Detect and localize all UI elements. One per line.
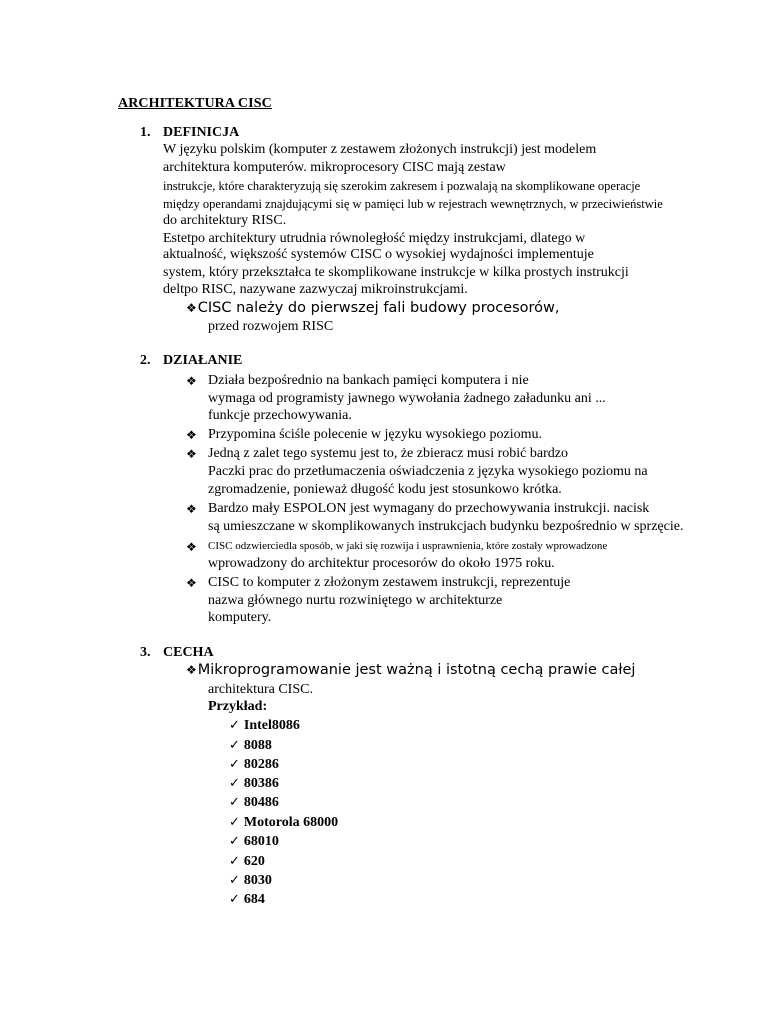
operation-bullet-6-line-1: CISC to komputer z złożonym zestawem instrukcji, reprezentuje (208, 575, 571, 590)
diamond-bullet-icon: ❖ (186, 502, 197, 516)
checkmark-icon: ✓ (229, 757, 240, 772)
diamond-bullet-icon: ❖ (186, 663, 197, 677)
diamond-bullet-icon: ❖ (186, 428, 197, 442)
definition-line-5: do architektury RISC. (163, 213, 287, 228)
section-3-number: 3. (140, 645, 151, 660)
operation-bullet-3-line-2: Paczki prac do przetłumaczenia oświadczenia z języka wysokiego poziomu na (208, 464, 648, 479)
checkmark-icon: ✓ (229, 892, 240, 907)
example-item-text: Intel8086 (243, 718, 300, 733)
example-item-text: 80386 (243, 776, 279, 791)
diamond-bullet-icon: ❖ (186, 576, 197, 590)
diamond-bullet-icon: ❖ (186, 540, 197, 554)
checkmark-icon: ✓ (229, 834, 240, 849)
example-item-text: 620 (243, 854, 265, 869)
document-title: ARCHITEKTURA CISC (118, 96, 272, 111)
example-item (229, 892, 265, 908)
definition-bullet-line-1 (186, 299, 560, 317)
example-label: Przykład: (208, 699, 268, 714)
feature-bullet-line-1 (186, 661, 635, 679)
example-item-text: Motorola 68000 (243, 815, 339, 830)
example-item-text: 8088 (243, 738, 272, 753)
operation-bullet-5-line-1: CISC odzwierciedla sposób, w jaki się rozwija i usprawnienia, które zostały wprowadzone (208, 540, 608, 552)
operation-bullet-6-line-3: komputery. (208, 610, 272, 625)
checkmark-icon: ✓ (229, 776, 240, 791)
example-item (229, 776, 279, 792)
feature-bullet-text: Mikroprogramowanie jest ważną i istotną cechą prawie całej (197, 662, 636, 678)
definition-line-1: W języku polskim (komputer z zestawem złożonych instrukcji) jest modelem (163, 142, 597, 157)
operation-bullet-4-line-1: Bardzo mały ESPOLON jest wymagany do przechowywania instrukcji. nacisk (208, 501, 650, 516)
example-item (229, 738, 272, 754)
checkmark-icon: ✓ (229, 873, 240, 888)
checkmark-icon: ✓ (229, 718, 240, 733)
section-1-number: 1. (140, 125, 151, 140)
checkmark-icon: ✓ (229, 854, 240, 869)
definition-bullet-text: CISC należy do pierwszej fali budowy procesorów, (197, 300, 560, 316)
example-item-text: 80486 (243, 795, 279, 810)
section-1-heading: DEFINICJA (163, 125, 240, 140)
example-item (229, 795, 279, 811)
diamond-bullet-icon: ❖ (186, 374, 197, 388)
operation-bullet-1-line-3: funkcje przechowywania. (208, 408, 352, 423)
operation-bullet-1-line-2: wymaga od programisty jawnego wywołania żadnego załadunku ani ... (208, 391, 606, 406)
definition-line-9: deltpo RISC, nazywane zazwyczaj mikroinstrukcjami. (163, 282, 468, 297)
section-3-heading: CECHA (163, 645, 214, 660)
definition-line-6: Estetpo architektury utrudnia równoległość między instrukcjami, dlatego w (163, 231, 586, 246)
operation-bullet-5-line-2: wprowadzony do architektur procesorów do około 1975 roku. (208, 556, 555, 571)
operation-bullet-4-line-2: są umieszczane w skomplikowanych instrukcjach budynku bezpośrednio w sprzęcie. (208, 519, 684, 534)
example-item (229, 834, 279, 850)
definition-line-2: architektura komputerów. mikroprocesory CISC mają zestaw (163, 160, 506, 175)
definition-line-4: między operandami znajdującymi się w pamięci lub w rejestrach wewnętrznych, w przeciwieństwie (163, 197, 663, 211)
diamond-bullet-icon: ❖ (186, 301, 197, 315)
operation-bullet-1-line-1: Działa bezpośrednio na bankach pamięci komputera i nie (208, 373, 529, 388)
example-item-text: 68010 (243, 834, 279, 849)
diamond-bullet-icon: ❖ (186, 447, 197, 461)
example-item (229, 757, 279, 773)
checkmark-icon: ✓ (229, 815, 240, 830)
example-item (229, 873, 272, 889)
example-item-text: 8030 (243, 873, 272, 888)
operation-bullet-3-line-3: zgromadzenie, ponieważ długość kodu jest stosunkowo krótka. (208, 482, 562, 497)
checkmark-icon: ✓ (229, 738, 240, 753)
section-2-number: 2. (140, 353, 151, 368)
definition-line-7: aktualność, większość systemów CISC o wysokiej wydajności implementuje (163, 247, 594, 262)
operation-bullet-6-line-2: nazwa głównego nurtu rozwiniętego w architekturze (208, 593, 503, 608)
checkmark-icon: ✓ (229, 795, 240, 810)
example-item-text: 684 (243, 892, 265, 907)
example-item (229, 854, 265, 870)
definition-line-3: instrukcje, które charakteryzują się szerokim zakresem i pozwalają na skomplikowane operacje (163, 179, 641, 193)
definition-line-8: system, który przekształca te skomplikowane instrukcje w kilka prostych instrukcji (163, 265, 629, 280)
operation-bullet-2-line-1: Przypomina ściśle polecenie w języku wysokiego poziomu. (208, 427, 542, 442)
example-item (229, 718, 300, 734)
example-item-text: 80286 (243, 757, 279, 772)
operation-bullet-3-line-1: Jedną z zalet tego systemu jest to, że zbieracz musi robić bardzo (208, 446, 568, 461)
example-item (229, 815, 338, 831)
feature-bullet-line-2: architektura CISC. (208, 682, 313, 697)
section-2-heading: DZIAŁANIE (163, 353, 243, 368)
definition-bullet-line-2: przed rozwojem RISC (208, 319, 334, 334)
